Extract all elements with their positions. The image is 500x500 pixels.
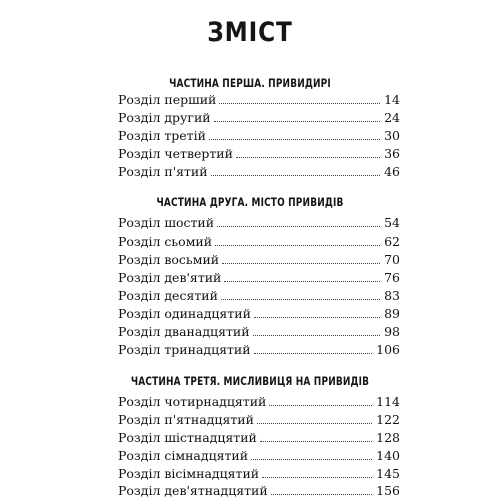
dot-leader <box>269 405 372 406</box>
page-number: 98 <box>384 324 400 339</box>
dot-leader <box>257 423 372 424</box>
toc-entry[interactable] <box>118 108 400 127</box>
chapter-title: Розділ вісімнадцятий <box>118 466 260 481</box>
page-number: 122 <box>376 412 400 427</box>
dot-leader <box>236 157 380 158</box>
chapter-title: Розділ сімнадцятий <box>118 448 249 463</box>
chapter-title: Розділ сьомий <box>118 234 213 249</box>
page-number: 62 <box>384 234 400 249</box>
chapter-title: Розділ четвертий <box>118 146 233 161</box>
page-number: 70 <box>384 252 400 267</box>
page-number: 46 <box>384 164 400 179</box>
page-number: 54 <box>384 215 400 230</box>
chapter-title: Розділ шостий <box>118 215 215 230</box>
page-number: 106 <box>376 342 400 357</box>
page-number: 156 <box>376 483 400 498</box>
chapter-title: Розділ п'ятий <box>118 164 208 179</box>
dot-leader <box>254 353 373 354</box>
page-number: 114 <box>376 394 400 409</box>
dot-leader <box>222 263 380 264</box>
chapter-title: Розділ восьмий <box>118 252 220 267</box>
chapter-title: Розділ п'ятнадцятий <box>118 412 254 427</box>
toc-entry[interactable] <box>118 410 400 429</box>
toc-entry[interactable] <box>118 250 400 269</box>
page-number: 128 <box>376 430 400 445</box>
chapter-title: Розділ другий <box>118 110 211 125</box>
dot-leader <box>219 103 380 104</box>
part-heading-1: ЧАСТИНА ПЕРША. ПРИВИДИРІ <box>169 76 331 90</box>
dot-leader <box>221 299 380 300</box>
toc-entry[interactable] <box>118 126 400 145</box>
toc-entry[interactable] <box>118 392 400 411</box>
dot-leader <box>251 459 372 460</box>
dot-leader <box>260 441 372 442</box>
chapter-title: Розділ дев'ятий <box>118 270 222 285</box>
chapter-title: Розділ тринадцятий <box>118 342 251 357</box>
toc-entry[interactable] <box>118 304 400 323</box>
chapter-title: Розділ дванадцятий <box>118 324 250 339</box>
chapter-title: Розділ десятий <box>118 288 218 303</box>
dot-leader <box>215 245 380 246</box>
chapter-title: Розділ третій <box>118 128 206 143</box>
page-number: 140 <box>376 448 400 463</box>
toc-entry[interactable] <box>118 481 400 500</box>
toc-entry[interactable] <box>118 446 400 465</box>
page-number: 83 <box>384 288 400 303</box>
chapter-title: Розділ дев'ятнадцятий <box>118 483 268 498</box>
dot-leader <box>209 139 380 140</box>
dot-leader <box>254 317 380 318</box>
chapter-title: Розділ одинадцятий <box>118 306 251 321</box>
page-number: 145 <box>376 466 400 481</box>
toc-entry[interactable] <box>118 286 400 305</box>
part-heading-3: ЧАСТИНА ТРЕТЯ. МИСЛИВИЦЯ НА ПРИВИДІВ <box>130 374 370 388</box>
toc-entry[interactable] <box>118 232 400 251</box>
page-title: ЗМІСТ <box>207 17 293 48</box>
page-number: 24 <box>384 110 400 125</box>
toc-entry[interactable] <box>118 213 400 232</box>
page-number: 30 <box>384 128 400 143</box>
page-number: 36 <box>384 146 400 161</box>
part-heading-2: ЧАСТИНА ДРУГА. МІСТО ПРИВИДІВ <box>156 195 344 209</box>
dot-leader <box>253 335 381 336</box>
toc-entry[interactable] <box>118 162 400 181</box>
toc-entry[interactable] <box>118 144 400 163</box>
dot-leader <box>214 121 380 122</box>
dot-leader <box>224 281 380 282</box>
toc-entry[interactable] <box>118 428 400 447</box>
chapter-title: Розділ перший <box>118 92 217 107</box>
page-number: 89 <box>384 306 400 321</box>
dot-leader <box>211 175 381 176</box>
dot-leader <box>262 477 372 478</box>
chapter-title: Розділ чотирнадцятий <box>118 394 267 409</box>
chapter-title: Розділ шістнадцятий <box>118 430 257 445</box>
toc-entry[interactable] <box>118 90 400 109</box>
page-number: 14 <box>384 92 400 107</box>
toc-entry[interactable] <box>118 322 400 341</box>
page-number: 76 <box>384 270 400 285</box>
toc-entry[interactable] <box>118 268 400 287</box>
dot-leader <box>271 494 372 495</box>
dot-leader <box>217 226 380 227</box>
toc-entry[interactable] <box>118 340 400 359</box>
